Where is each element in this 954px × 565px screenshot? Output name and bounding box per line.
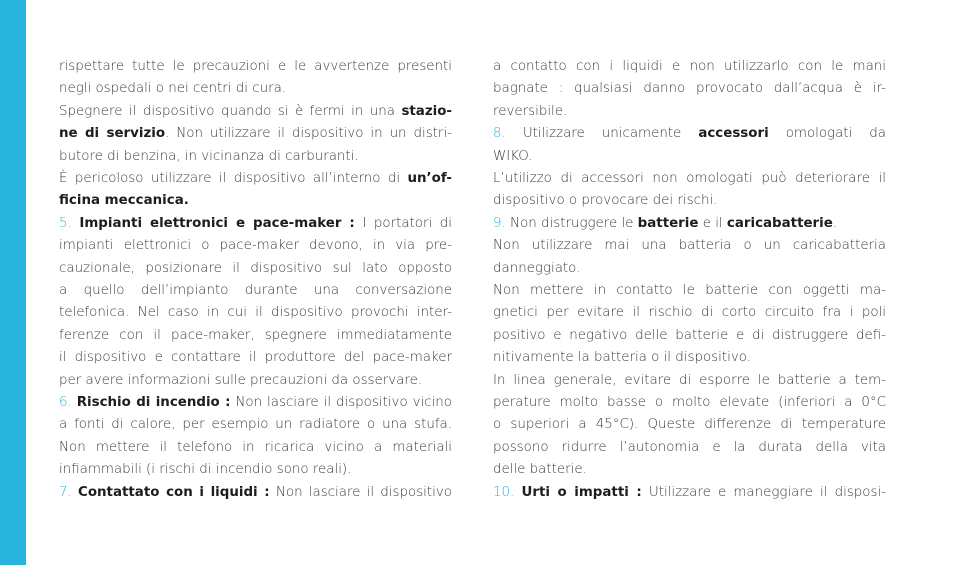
text-run: positivo e negativo delle batterie e di distruggere defi- (493, 327, 886, 343)
text-line (493, 280, 886, 302)
text-line (59, 168, 452, 190)
text-run: gnetici per evitare il rischio di corto circuito fra i poli (493, 305, 886, 321)
text-line (493, 414, 886, 436)
section-number: 9. (493, 215, 511, 231)
highlighted-term: Contattato con i liquidi : (78, 484, 270, 500)
section-number: 5. (59, 215, 80, 231)
text-run: Non utilizzare mai una batteria o un caricabatteria (493, 238, 886, 254)
text-line (493, 482, 886, 504)
section-number: 10. (493, 484, 522, 500)
text-line (493, 168, 886, 190)
text-run: omologati da (768, 126, 886, 142)
text-run: infiammabili (i rischi di incendio sono reali). (59, 462, 352, 478)
text-run: reversibile. (493, 103, 568, 119)
highlighted-term: Rischio di incendio : (76, 394, 231, 410)
text-line (59, 56, 452, 78)
text-run: a fonti di calore, per esempio un radiatore o una stufa. (59, 417, 452, 433)
text-run: per avere informazioni sulle precauzioni da osservare. (59, 372, 423, 388)
highlighted-term: Urti o impatti : (521, 484, 642, 500)
text-run: . Non utilizzare il dispositivo in un distri- (165, 126, 452, 142)
text-run: cauzionale, posizionare il dispositivo sul lato opposto (59, 260, 452, 276)
text-run: WIKO. (493, 148, 533, 164)
highlighted-term: un’of- (407, 170, 452, 186)
text-run: telefonica. Nel caso in cui il dispositivo provochi inter- (59, 305, 452, 321)
text-run: dispositivo o provocare dei rischi. (493, 193, 718, 209)
text-line (493, 325, 886, 347)
accent-bar (0, 0, 26, 565)
text-line (493, 258, 886, 280)
text-run: Non lasciare il dispositivo (269, 484, 452, 500)
text-line (493, 190, 886, 212)
text-line (59, 213, 452, 235)
text-run: delle batterie. (493, 462, 587, 478)
text-line (493, 302, 886, 324)
highlighted-term: Impianti elettronici e pace-maker : (79, 215, 355, 231)
text-run: L’utilizzo di accessori non omologati può deteriorare il (493, 170, 886, 186)
text-line (59, 78, 452, 100)
text-line (59, 482, 452, 504)
text-run: Non mettere in contatto le batterie con oggetti ma- (493, 282, 886, 298)
highlighted-term: stazio- (401, 103, 452, 119)
text-line (493, 437, 886, 459)
text-run: Spegnere il dispositivo quando si è fermi in una (59, 103, 402, 119)
text-run: I portatori di (354, 215, 452, 231)
section-number: 6. (59, 394, 77, 410)
text-run: a quello dell’impianto durante una conversazione (59, 282, 452, 298)
text-line (493, 78, 886, 100)
text-line (493, 347, 886, 369)
highlighted-term: ne di servizio (59, 126, 166, 142)
text-run: Non lasciare il dispositivo vicino (230, 394, 452, 410)
text-line (59, 302, 452, 324)
text-line (493, 459, 886, 481)
text-line (59, 190, 452, 212)
text-line (59, 325, 452, 347)
text-run: butore di benzina, in vicinanza di carburanti. (59, 148, 359, 164)
text-run: . (832, 215, 838, 231)
text-run: a contatto con i liquidi e non utilizzarlo con le mani (493, 59, 886, 74)
text-run: perature molto basse o molto elevate (inferiori a 0°C (493, 394, 886, 410)
text-line (59, 280, 452, 302)
highlighted-term: accessori (698, 126, 769, 142)
left-text-column (59, 56, 452, 504)
text-run: ferenze con il pace-maker, spegnere immediatamente (59, 327, 452, 343)
text-run: Utilizzare unicamente (522, 126, 699, 142)
text-line (493, 235, 886, 257)
text-line (59, 146, 452, 168)
text-line (493, 213, 886, 235)
section-number: 7. (59, 484, 78, 500)
text-line (493, 146, 886, 168)
text-line (59, 437, 452, 459)
text-line (59, 370, 452, 392)
text-run: nitivamente la batteria o il dispositivo. (493, 350, 751, 366)
highlighted-term: ficina meccanica. (59, 193, 189, 209)
text-line (59, 235, 452, 257)
text-run: impianti elettronici o pace-maker devono, in via pre- (59, 238, 452, 254)
text-run: il dispositivo e contattare il produttore del pace-maker (59, 350, 452, 366)
highlighted-term: batterie (637, 215, 699, 231)
text-run: negli ospedali o nei centri di cura. (59, 81, 287, 97)
text-run: o superiori a 45°C). Queste differenze di temperature (493, 417, 886, 433)
text-line (493, 392, 886, 414)
text-line (493, 56, 886, 78)
text-run: Utilizzare e maneggiare il disposi- (641, 484, 886, 500)
text-line (59, 258, 452, 280)
text-run: Non distruggere le (510, 215, 638, 231)
text-line (59, 392, 452, 414)
highlighted-term: caricabatterie (726, 215, 833, 231)
text-line (493, 101, 886, 123)
text-line (493, 370, 886, 392)
text-run: È pericoloso utilizzare il dispositivo all’interno di (59, 170, 408, 186)
text-run: In linea generale, evitare di esporre le batterie a tem- (493, 372, 886, 388)
text-run: rispettare tutte le precauzioni e le avvertenze presenti (59, 59, 452, 74)
right-text-column (493, 56, 886, 504)
text-run: Non mettere il telefono in ricarica vicino a materiali (59, 439, 452, 455)
text-line (493, 123, 886, 145)
text-line (59, 459, 452, 481)
text-run: possono ridurre l’autonomia e la durata della vita (493, 439, 886, 455)
text-run: e il (698, 215, 727, 231)
text-line (59, 347, 452, 369)
text-line (59, 414, 452, 436)
section-number: 8. (493, 126, 523, 142)
text-line (59, 123, 452, 145)
text-run: danneggiato. (493, 260, 581, 276)
text-run: bagnate : qualsiasi danno provocato dall’acqua è ir- (493, 81, 886, 97)
text-line (59, 101, 452, 123)
